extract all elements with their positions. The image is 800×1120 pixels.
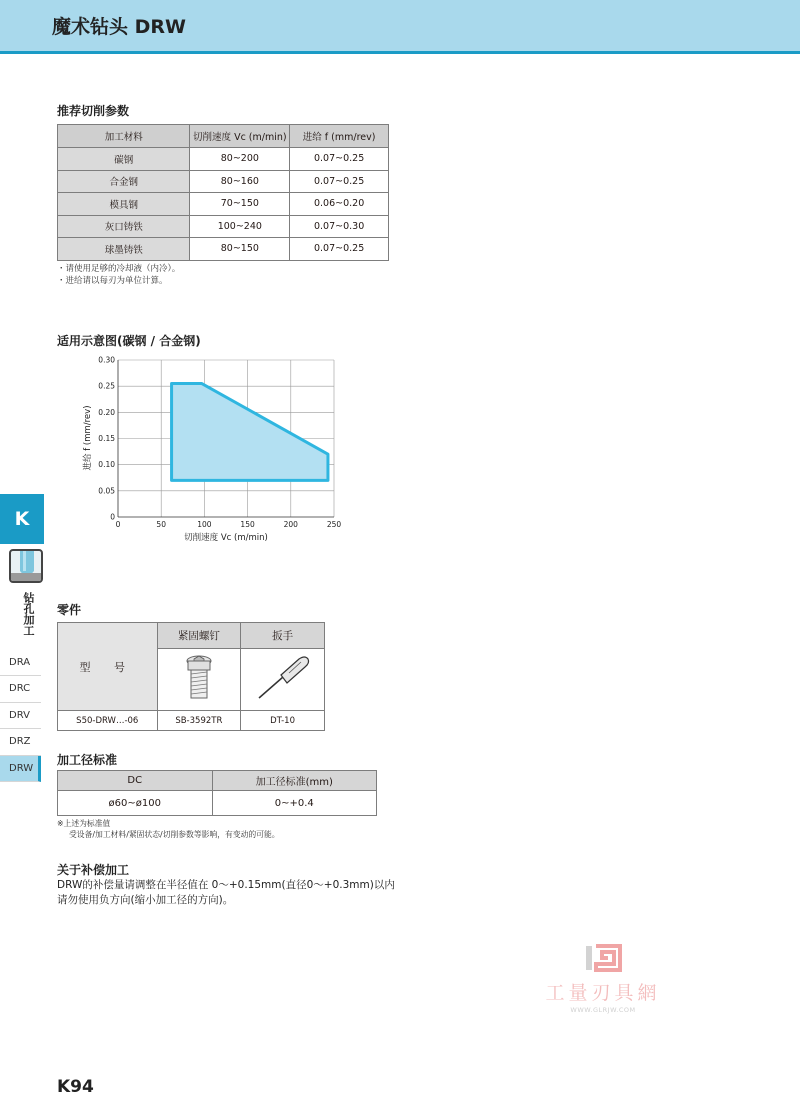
compensation-title: 关于补偿加工: [57, 863, 130, 877]
compensation-line: 请勿使用负方向(缩小加工径的方向)。: [57, 893, 234, 906]
speed-cell: 80~150: [190, 238, 290, 261]
side-nav: [0, 650, 41, 782]
diameter-title: 加工径标准: [57, 753, 118, 767]
chart-y-tick-label: 0.15: [98, 434, 115, 443]
watermark-text: 工量刃具網: [545, 982, 661, 1004]
table-row: [58, 215, 389, 238]
table-row: [58, 193, 389, 216]
material-cell: 模具钢: [58, 193, 190, 216]
wrench-image-cell: [241, 649, 325, 711]
side-nav-drw[interactable]: DRW: [0, 756, 41, 782]
screw-image-cell: [157, 649, 241, 711]
chart-y-tick-label: 0.30: [98, 355, 115, 365]
watermark: [533, 944, 673, 1014]
watermark-logo-icon: [582, 944, 624, 972]
side-nav-drz[interactable]: DRZ: [0, 729, 41, 755]
chart-x-tick-label: 100: [197, 520, 212, 529]
side-nav-drv[interactable]: DRV: [0, 703, 41, 729]
note-line: ・进给请以每刃为单位计算。: [57, 276, 168, 286]
watermark-url: WWW.GLRJW.COM: [570, 1006, 636, 1014]
feed-cell: 0.07~0.30: [290, 215, 389, 238]
chart-y-tick-label: 0.20: [98, 407, 115, 417]
header-diameter-standard: 加工径标准(mm): [212, 771, 376, 791]
chart-x-tick-label: 0: [115, 520, 121, 529]
chart-x-tick-label: 250: [326, 520, 342, 529]
header-feed: 进给 f (mm/rev): [290, 125, 389, 148]
header-dc: DC: [58, 771, 213, 791]
chart-x-tick-label: 200: [283, 520, 298, 529]
tolerance-cell: 0~+0.4: [212, 791, 376, 816]
speed-cell: 70~150: [190, 193, 290, 216]
material-cell: 碳钢: [58, 148, 190, 171]
chart-x-tick-label: 50: [156, 520, 166, 529]
chart-y-tick-label: 0.05: [98, 486, 115, 496]
cutting-params-table: [57, 124, 389, 261]
wrench-code-cell: DT-10: [241, 711, 325, 731]
feed-cell: 0.07~0.25: [290, 238, 389, 261]
note-line: 受设备/加工材料/紧固状态/切削参数等影响，有变动的可能。: [69, 830, 280, 839]
header-material: 加工材料: [58, 125, 190, 148]
speed-cell: 80~200: [190, 148, 290, 171]
section-tab-k[interactable]: K: [0, 494, 44, 544]
compensation-text: [57, 878, 395, 907]
compensation-line: DRW的补偿量请调整在半径值在 0～+0.15mm(直径0～+0.3mm)以内: [57, 879, 395, 891]
chart-y-tick-label: 0.25: [98, 381, 115, 391]
chart-x-axis-label: 切削速度 Vc (m/min): [184, 533, 268, 543]
chart-y-axis-label: 进给 f (mm/rev): [83, 405, 93, 471]
material-cell: 灰口铸铁: [58, 215, 190, 238]
side-nav-drc[interactable]: DRC: [0, 676, 41, 702]
page-header: [0, 0, 800, 54]
chart-y-tick-label: 0: [110, 512, 115, 522]
screw-header: 紧固螺钉: [157, 623, 241, 649]
parts-table: [57, 622, 325, 731]
screw-code-cell: SB-3592TR: [157, 711, 241, 731]
table-row: [58, 791, 377, 816]
dc-range-cell: ø60~ø100: [58, 791, 213, 816]
material-cell: 球墨铸铁: [58, 238, 190, 261]
table-row: [58, 170, 389, 193]
chart-region-layer: [172, 384, 328, 481]
wrench-icon: [253, 653, 313, 703]
cutting-params-title: 推荐切削参数: [57, 104, 130, 118]
side-nav-dra[interactable]: DRA: [0, 650, 41, 676]
page-title: 魔术钻头 DRW: [52, 16, 186, 38]
note-line: ※上述为标准值: [57, 819, 111, 828]
header-speed: 切削速度 Vc (m/min): [190, 125, 290, 148]
chart-application-region: [172, 384, 328, 481]
screw-icon: [179, 653, 219, 703]
diameter-notes: [57, 818, 280, 840]
wrench-header: 扳手: [241, 623, 325, 649]
table-header-row: [58, 125, 389, 148]
side-category-label: 钻孔加工: [22, 592, 35, 636]
application-range-chart: [78, 352, 348, 550]
material-cell: 合金钢: [58, 170, 190, 193]
parts-title: 零件: [57, 603, 82, 617]
cutting-notes: [57, 263, 180, 287]
feed-cell: 0.07~0.25: [290, 170, 389, 193]
table-row: [58, 148, 389, 171]
chart-y-tick-label: 0.10: [98, 460, 115, 470]
model-code-cell: S50-DRW…-06: [58, 711, 158, 731]
page-number: K94: [57, 1077, 94, 1097]
drill-icon: [9, 549, 43, 583]
diameter-table: [57, 770, 377, 816]
feed-cell: 0.06~0.20: [290, 193, 389, 216]
chart-x-tick-label: 150: [240, 520, 255, 529]
note-line: ・请使用足够的冷却液（内冷）。: [57, 264, 181, 274]
speed-cell: 100~240: [190, 215, 290, 238]
model-label-cell: 型 号: [58, 623, 158, 711]
feed-cell: 0.07~0.25: [290, 148, 389, 171]
table-row: [58, 238, 389, 261]
chart-title: 适用示意图(碳钢 / 合金钢): [57, 334, 201, 348]
speed-cell: 80~160: [190, 170, 290, 193]
